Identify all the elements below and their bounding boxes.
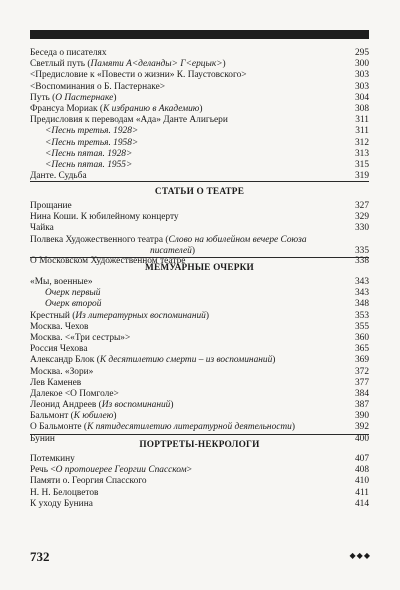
entry-page-number: 408 (354, 465, 369, 476)
toc-entry (30, 212, 369, 223)
entry-title (30, 311, 345, 322)
entry-title-italic: <Песнь пятая. 1928> (45, 148, 133, 159)
toc-entry (30, 201, 369, 212)
entry-page-number: 315 (354, 159, 369, 170)
entry-page-number: 390 (354, 411, 369, 422)
entry-page-number: 365 (354, 344, 369, 355)
entry-title-text: Потемкину (30, 454, 75, 464)
entry-title-text: Предисловия к переводам «Ада» Данте Алигьери (30, 115, 228, 126)
toc-entry (30, 367, 369, 378)
entry-title-italic: О протоиерее Георгии Спасском (55, 465, 187, 476)
entry-title-text: К уходу Бунина (30, 498, 93, 509)
entry-title (30, 59, 345, 70)
toc-entry (30, 59, 369, 70)
entry-title-text: Леонид Андреев ( (30, 400, 102, 411)
entry-page-number: 312 (354, 137, 369, 148)
entry-title-text: Москва. «Зори» (30, 366, 94, 377)
entry-page-number: 311 (355, 115, 369, 126)
entry-page-number: 295 (354, 48, 369, 58)
entry-title-italic: писателей (150, 245, 192, 256)
section-divider (30, 257, 369, 258)
toc-entry (30, 138, 369, 149)
entry-title-text: «Мы, военные» (30, 277, 93, 287)
entry-page-number: 384 (354, 388, 369, 399)
entry-page-number: 335 (354, 245, 369, 256)
entry-page-number: 411 (355, 487, 369, 498)
entry-title-closing: ) (291, 422, 295, 433)
entry-page-number: 372 (354, 366, 369, 377)
entry-page-number: 343 (354, 288, 369, 299)
entry-title (30, 454, 345, 465)
entry-page-number: 407 (354, 454, 369, 464)
entry-title-italic: Слово на юбилейном вечере Союза (168, 234, 307, 245)
entry-title-text: Данте. Судьба (30, 171, 87, 182)
entry-title (30, 126, 345, 137)
entry-title-text: Путь ( (30, 92, 56, 103)
entry-title-text: Чайка (30, 223, 54, 234)
entry-page-number: 348 (354, 299, 369, 310)
entry-title-text: О Московском Художественном театре (30, 256, 186, 267)
section-heading: ПОРТРЕТЫ-НЕКРОЛОГИ (139, 440, 260, 450)
entry-title-text: Бунин (30, 433, 55, 444)
entry-title (30, 400, 345, 411)
entry-title-italic: Из литературных воспоминаний (75, 310, 206, 321)
entry-title (30, 355, 345, 366)
entry-title-text: Москва. Чехов (30, 321, 89, 332)
entry-title (30, 212, 345, 223)
section-divider (30, 434, 369, 435)
entry-title-text: Далекое <О Помголе> (30, 388, 119, 399)
entry-title-text: Нина Коши. К юбилейному концерту (30, 212, 179, 223)
entry-page-number: 410 (354, 476, 369, 487)
toc-entry (30, 311, 369, 322)
entry-title-italic: Памяти А<деланды> Г<ерцык> (90, 59, 223, 70)
entry-title-text: Прощание (30, 201, 72, 211)
entry-title-closing: ) (272, 355, 276, 366)
entry-page-number: 360 (354, 332, 369, 343)
toc-entry (30, 223, 369, 234)
toc-entry (30, 299, 369, 310)
entry-title-italic: Из воспоминаний (101, 400, 171, 411)
entry-title-italic: К пятидесятилетию литературной деятельности (87, 422, 292, 433)
entry-page-number: 313 (354, 148, 369, 159)
entry-title (30, 389, 345, 400)
entry-title-closing: ) (113, 92, 117, 103)
entry-title (30, 93, 345, 104)
entry-title (30, 70, 345, 81)
entry-title (30, 333, 345, 344)
entry-title-closing: ) (170, 400, 174, 411)
entry-title-text: Речь < (30, 465, 56, 476)
entry-title-italic: Очерк второй (45, 299, 102, 310)
entry-title (30, 201, 345, 212)
toc-entry (30, 246, 369, 256)
entry-page-number: 400 (354, 433, 369, 444)
entry-title-closing: ) (222, 59, 226, 70)
entry-title-text: Лев Каменев (30, 377, 82, 388)
entry-title-closing: ) (205, 310, 209, 321)
section-heading: МЕМУАРНЫЕ ОЧЕРКИ (145, 263, 254, 273)
entry-title (30, 48, 345, 59)
toc-section (30, 277, 369, 445)
toc-entry (30, 48, 369, 59)
entry-title (30, 104, 345, 115)
toc-entry (30, 389, 369, 400)
entry-title-italic: О Пастернаке (55, 92, 114, 103)
toc-section (30, 454, 369, 510)
entry-page-number: 303 (354, 70, 369, 81)
entry-title (30, 344, 345, 355)
entry-title-text: Александр Блок ( (30, 355, 100, 366)
toc-entry (30, 422, 369, 433)
entry-title (30, 246, 345, 256)
entry-title (30, 411, 345, 422)
entry-title (30, 322, 345, 333)
entry-title-text: Москва. <«Три сестры»> (30, 332, 131, 343)
entry-title (30, 488, 345, 499)
entry-page-number: 304 (354, 92, 369, 103)
entry-page-number: 300 (354, 59, 369, 70)
toc-entry (30, 160, 369, 171)
entry-page-number: 319 (354, 171, 369, 182)
entry-page-number: 308 (354, 103, 369, 114)
section-heading: СТАТЬИ О ТЕАТРЕ (154, 187, 245, 197)
toc-entry (30, 126, 369, 137)
entry-title-italic: Очерк первый (45, 288, 101, 299)
entry-title (30, 149, 345, 160)
entry-page-number: 343 (354, 277, 369, 287)
entry-title-text: Н. Н. Белоцветов (30, 487, 99, 498)
top-rule (30, 30, 369, 39)
toc-section (30, 48, 369, 182)
toc-entry (30, 93, 369, 104)
toc-entry (30, 465, 369, 476)
entry-page-number: 311 (355, 126, 369, 137)
toc-entry (30, 104, 369, 115)
entry-title-italic: <Песнь третья. 1958> (45, 137, 139, 148)
entry-title (30, 465, 345, 476)
entry-title (30, 82, 345, 93)
toc-entry (30, 454, 369, 465)
toc-entry (30, 355, 369, 366)
entry-title-text: Полвека Художественного театра ( (30, 234, 169, 245)
entry-title-text: Беседа о писателях (30, 48, 107, 58)
entry-page-number: 330 (354, 223, 369, 234)
entry-title (30, 422, 345, 433)
entry-page-number: 377 (354, 377, 369, 388)
entry-title-italic: К юбилею (73, 411, 114, 422)
entry-title-closing: ) (191, 245, 195, 256)
toc-entry (30, 235, 369, 246)
entry-title (30, 378, 345, 389)
entry-title-text: Бальмонт ( (30, 411, 74, 422)
entry-title-italic: <Песнь пятая. 1955> (45, 159, 133, 170)
entry-title (30, 160, 345, 171)
entry-page-number: 392 (354, 422, 369, 433)
entry-title (30, 223, 345, 234)
toc-entry (30, 288, 369, 299)
entry-page-number: 303 (354, 81, 369, 92)
entry-title (30, 277, 345, 288)
entry-page-number: 338 (354, 256, 369, 267)
entry-title-closing: ) (199, 103, 203, 114)
entry-page-number: 353 (354, 310, 369, 321)
toc-entry (30, 333, 369, 344)
toc-entry (30, 344, 369, 355)
toc-entry (30, 322, 369, 333)
footer-ornament: ◆◆◆ (349, 551, 371, 560)
entry-title (30, 288, 345, 299)
toc-entry (30, 476, 369, 487)
entry-title-italic: <Песнь третья. 1928> (45, 126, 139, 137)
entry-title-text: Памяти о. Георгия Спасского (30, 476, 147, 487)
entry-page-number: 329 (354, 212, 369, 223)
entry-title (30, 138, 345, 149)
toc-entry (30, 70, 369, 81)
section-divider (30, 181, 369, 182)
entry-title-text: Франсуа Мориак ( (30, 103, 104, 114)
entry-title-closing: > (186, 465, 192, 476)
entry-title-text: О Бальмонте ( (30, 422, 88, 433)
entry-title-italic: К избранию в Академию (103, 103, 200, 114)
toc-entry (30, 400, 369, 411)
entry-page-number: 387 (354, 400, 369, 411)
entry-page-number: 414 (354, 498, 369, 509)
entry-title-italic: К десятилетию смерти – из воспоминаний (99, 355, 273, 366)
entry-title (30, 299, 345, 310)
entry-title (30, 115, 345, 126)
toc-entry (30, 499, 369, 510)
entry-title-text: Крестный ( (30, 310, 76, 321)
entry-page-number: 355 (354, 321, 369, 332)
entry-title (30, 499, 345, 510)
toc-entry (30, 115, 369, 126)
toc-entry (30, 378, 369, 389)
entry-title-text: <Воспоминания о Б. Пастернаке> (30, 81, 166, 92)
entry-page-number: 369 (354, 355, 369, 366)
toc-entry (30, 82, 369, 93)
entry-title-text: Светлый путь ( (30, 59, 91, 70)
entry-title-text: Россия Чехова (30, 344, 88, 355)
entry-title-closing: ) (113, 411, 117, 422)
toc-entry (30, 411, 369, 422)
page-number: 732 (30, 549, 50, 564)
toc-entry (30, 488, 369, 499)
entry-title (30, 235, 345, 246)
entry-title-text: <Предисловие к «Повести о жизни» К. Паустовского> (30, 70, 247, 81)
entry-page-number: 327 (354, 201, 369, 211)
entry-title (30, 476, 345, 487)
toc-entry (30, 149, 369, 160)
entry-title (30, 367, 345, 378)
toc-entry (30, 277, 369, 288)
